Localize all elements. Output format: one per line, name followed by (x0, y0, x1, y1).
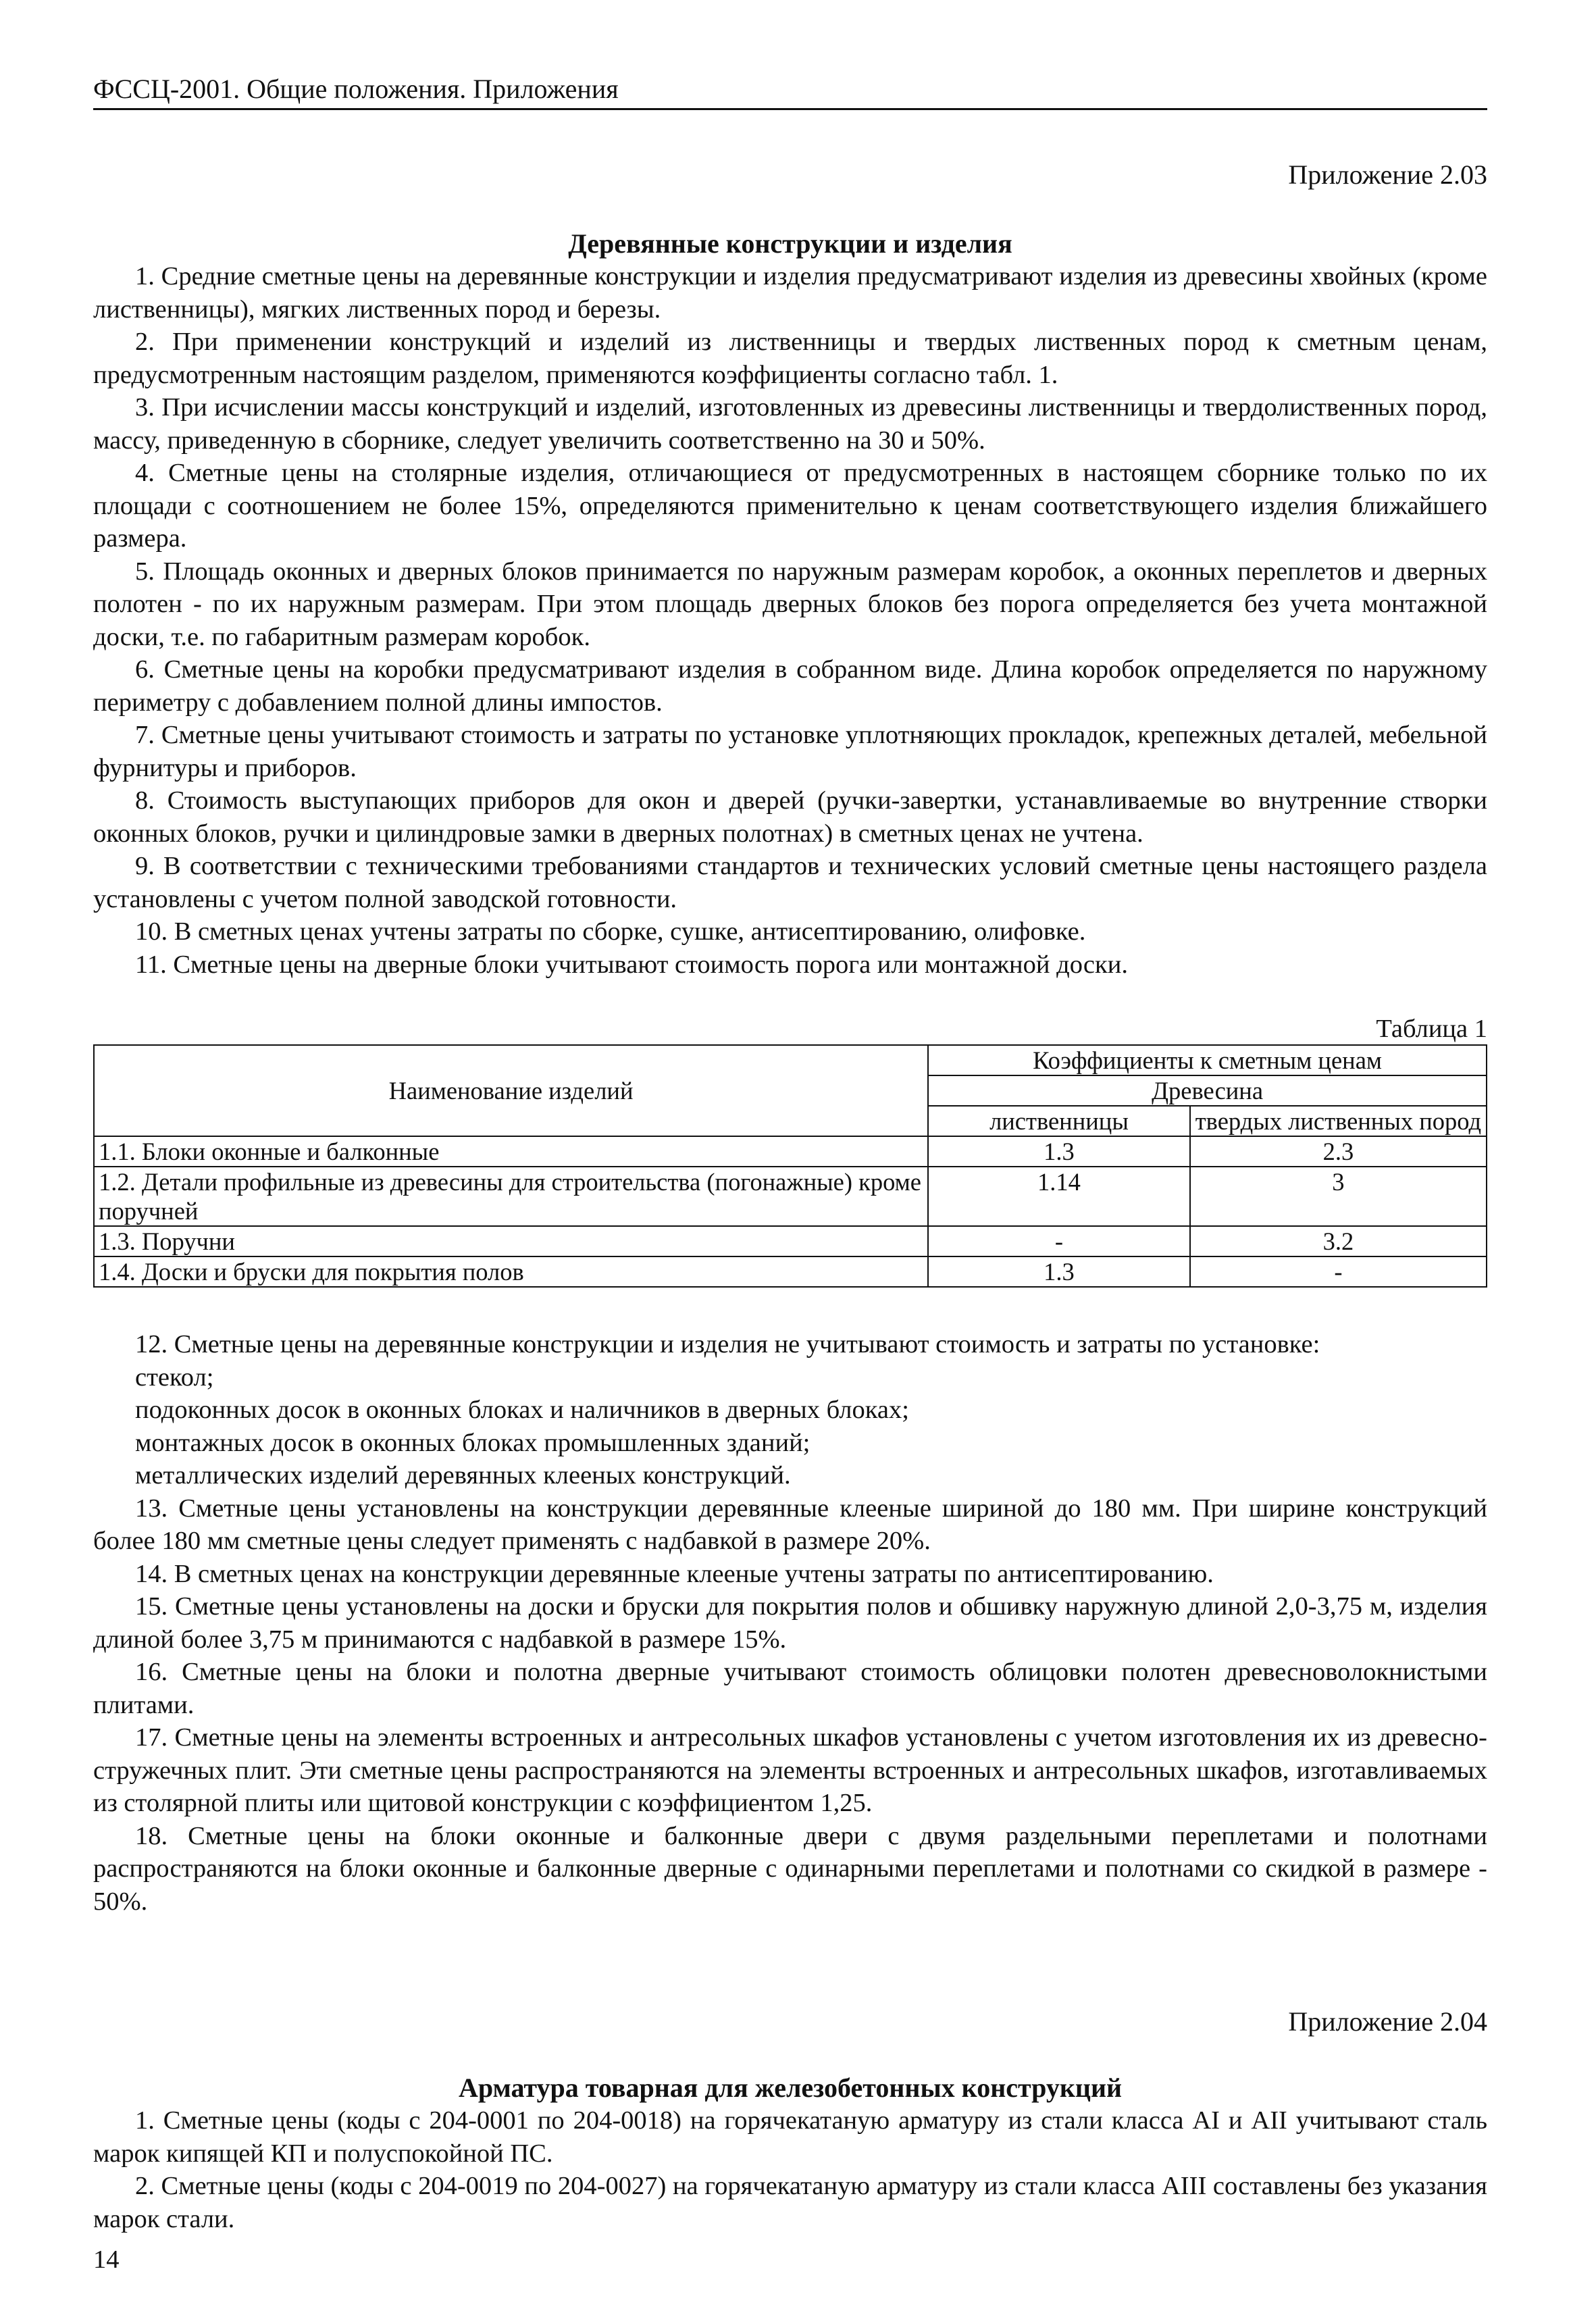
paragraph-5: 5. Площадь оконных и дверных блоков принимается по наружным размерам коробок, а оконных переплетов и дверных полотен - по их наружным размерам. При этом площадь дверных блоков без порога определяется без учета монтажной доски, т.е. по габаритным размерам коробок. (93, 557, 1487, 651)
paragraph-11: 11. Сметные цены на дверные блоки учитывают стоимость порога или монтажной доски. (135, 950, 1128, 979)
paragraph-1: 1. Средние сметные цены на деревянные конструкции и изделия предусматривают изделия из древесины хвойных (кроме лиственницы), мягких лиственных пород и березы. (93, 262, 1487, 324)
cell-name: 1.2. Детали профильные из древесины для строительства (погонажные) кроме поручней (94, 1167, 928, 1226)
list-item: стекол; (135, 1363, 214, 1392)
paragraph-7: 7. Сметные цены учитывают стоимость и затраты по установке уплотняющих прокладок, крепежных деталей, мебельной фурнитуры и приборов. (93, 721, 1487, 782)
list-item: подоконных досок в оконных блоках и наличников в дверных блоках; (135, 1396, 909, 1424)
cell-hardwood: - (1190, 1256, 1487, 1287)
cell-larch: - (928, 1226, 1190, 1256)
cell-hardwood: 3.2 (1190, 1226, 1487, 1256)
paragraph-2: 2. Сметные цены (коды с 204-0019 по 204-0027) на горячекатаную арматуру из стали класса AIII составлены без указания марок стали. (93, 2172, 1487, 2233)
paragraph-18: 18. Сметные цены на блоки оконные и балконные двери с двумя раздельными переплетами и полотнами распространяются на блоки оконные и балконные дверные с одинарными переплетами и полотнами со скидкой в размере - 50%. (93, 1821, 1487, 1916)
paragraph-1: 1. Сметные цены (коды с 204-0001 по 204-0018) на горячекатаную арматуру из стали класса AI и AII учитывают сталь марок кипящей КП и полуспокойной ПС. (93, 2106, 1487, 2168)
paragraph-12: 12. Сметные цены на деревянные конструкции и изделия не учитывают стоимость и затраты по установке: (135, 1330, 1320, 1358)
paragraph-16: 16. Сметные цены на блоки и полотна дверные учитывают стоимость облицовки полотен древесноволокнистыми плитами. (93, 1658, 1487, 1719)
paragraph-4: 4. Сметные цены на столярные изделия, отличающиеся от предусмотренных в настоящем сборнике только по их площади с соотношением не более 15%, определяются применительно к ценам соответствующего изделия ближайшего размера. (93, 459, 1487, 553)
paragraph-3: 3. При исчислении массы конструкций и изделий, изготовленных из древесины лиственницы и твердолиственных пород, массу, приведенную в сборнике, следует увеличить соответственно на 30 и 50%. (93, 393, 1487, 455)
paragraphs-1-11 (93, 260, 1487, 981)
list-item: металлических изделий деревянных клееных конструкций. (135, 1461, 791, 1490)
section-title-wooden-structures: Деревянные конструкции и изделия (568, 228, 1012, 259)
paragraphs-2-04 (93, 2104, 1487, 2235)
document-page (93, 73, 1487, 2275)
cell-larch: 1.3 (928, 1256, 1190, 1287)
cell-hardwood: 2.3 (1190, 1136, 1487, 1167)
column-header-name: Наименование изделий (94, 1045, 928, 1136)
page-number: 14 (93, 2245, 120, 2274)
cell-hardwood: 3 (1190, 1167, 1487, 1226)
cell-larch: 1.14 (928, 1167, 1190, 1226)
appendix-label-2-04: Приложение 2.04 (1288, 2006, 1487, 2037)
paragraph-2: 2. При применении конструкций и изделий из лиственницы и твердых лиственных пород к сметным ценам, предусмотренным настоящим разделом, применяются коэффициенты согласно табл. 1. (93, 328, 1487, 389)
paragraph-6: 6. Сметные цены на коробки предусматривают изделия в собранном виде. Длина коробок определяется по наружному периметру с добавлением полной длины импостов. (93, 655, 1487, 717)
paragraph-10: 10. В сметных ценах учтены затраты по сборке, сушке, антисептированию, олифовке. (135, 917, 1086, 946)
table-row (94, 1256, 1487, 1287)
table-caption: Таблица 1 (1376, 1015, 1487, 1043)
column-header-coefficients: Коэффициенты к сметным ценам (928, 1045, 1487, 1075)
cell-name: 1.3. Поручни (94, 1226, 928, 1256)
paragraph-17: 17. Сметные цены на элементы встроенных и антресольных шкафов установлены с учетом изготовления их из древесно-стружечных плит. Эти сметные цены распространяются на элементы встроенных и антресольных шкафов, изготавливаемых из столярной плиты или щитовой конструкции с коэффициентом 1,25. (93, 1723, 1487, 1817)
paragraph-14: 14. В сметных ценах на конструкции деревянные клееные учтены затраты по антисептированию. (135, 1559, 1214, 1588)
table-row (94, 1167, 1487, 1226)
appendix-label-2-03: Приложение 2.03 (1288, 159, 1487, 190)
table-row (94, 1136, 1487, 1167)
cell-name: 1.4. Доски и бруски для покрытия полов (94, 1256, 928, 1287)
cell-name: 1.1. Блоки оконные и балконные (94, 1136, 928, 1167)
paragraphs-12-18 (93, 1328, 1487, 1918)
paragraph-15: 15. Сметные цены установлены на доски и бруски для покрытия полов и обшивку наружную длиной 2,0-3,75 м, изделия длиной более 3,75 м принимаются с надбавкой в размере 15%. (93, 1592, 1487, 1654)
paragraph-8: 8. Стоимость выступающих приборов для окон и дверей (ручки-завертки, устанавливаемые во внутренние створки оконных блоков, ручки и цилиндровые замки в дверных полотнах) в сметных ценах не учтена. (93, 786, 1487, 848)
coefficients-table (93, 1044, 1487, 1288)
table-header-row-1 (94, 1045, 1487, 1075)
column-header-wood: Древесина (928, 1075, 1487, 1106)
running-header: ФССЦ-2001. Общие положения. Приложения (93, 73, 1487, 110)
paragraph-9: 9. В соответствии с техническими требованиями стандартов и технических условий сметные цены настоящего раздела установлены с учетом полной заводской готовности. (93, 852, 1487, 913)
list-item: монтажных досок в оконных блоках промышленных зданий; (135, 1428, 810, 1457)
section-title-reinforcement: Арматура товарная для железобетонных конструкций (458, 2073, 1123, 2103)
column-header-larch: лиственницы (928, 1106, 1190, 1136)
cell-larch: 1.3 (928, 1136, 1190, 1167)
table-row (94, 1226, 1487, 1256)
paragraph-13: 13. Сметные цены установлены на конструкции деревянные клееные шириной до 180 мм. При ширине конструкций более 180 мм сметные цены следует применять с надбавкой в размере 20%. (93, 1494, 1487, 1555)
column-header-hardwood: твердых лиственных пород (1190, 1106, 1487, 1136)
